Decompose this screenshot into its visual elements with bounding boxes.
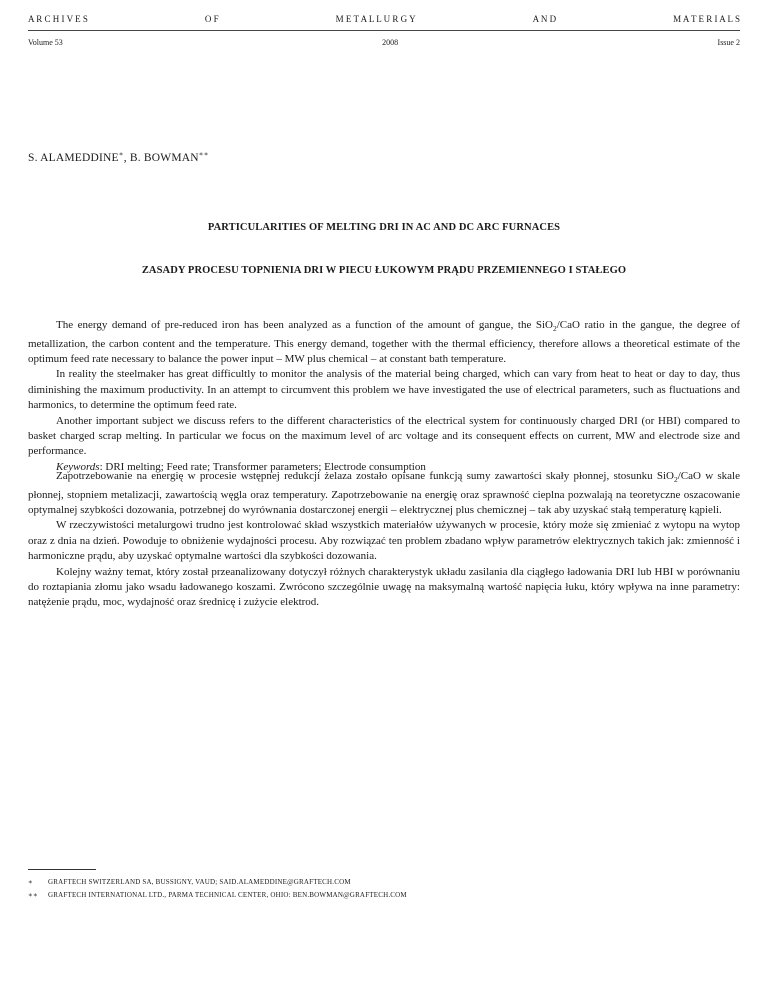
issue: Issue 2	[717, 38, 740, 47]
journal-word: A N D	[532, 14, 557, 24]
volume: Volume 53	[28, 38, 63, 47]
footnote-text: GRAFTECH SWITZERLAND SA, BUSSIGNY, VAUD; SAID.ALAMEDDINE@GRAFTECH.COM	[48, 878, 351, 886]
footnote-rule	[28, 869, 96, 870]
journal-word: M E T A L L U R G Y	[335, 14, 416, 24]
author-mark: ∗	[118, 150, 124, 158]
journal-word: M A T E R I A L S	[673, 14, 740, 24]
footnote	[28, 878, 351, 886]
abstract-paragraph: W rzeczywistości metalurgowi trudno jest kontrolować skład wszystkich materiałów używanych w procesie, który może się zmieniać z wytopu na wytop oraz z dnia na dzień. Powoduje to obniżenie wydajności procesu. Aby rozwiązać ten problem zbadano wpływ parametrów elektrycznych takich jak: zmienność i harmoniczne prądu, aby uzyskać optymalne wartości dla szybkości dozowania.	[28, 519, 740, 563]
abstract-pl	[28, 469, 740, 611]
keywords-label: Keywords	[56, 460, 100, 473]
journal-word: O F	[204, 14, 219, 24]
footnote-mark: ∗∗	[28, 891, 38, 899]
footnote-mark: ∗	[28, 878, 33, 886]
issue-line	[28, 38, 740, 47]
keywords-list: : DRI melting; Feed rate; Transformer parameters; Electrode consumption	[99, 460, 426, 473]
author-mark: ∗∗	[198, 150, 209, 158]
footnote-text: GRAFTECH INTERNATIONAL LTD., PARMA TECHNICAL CENTER, OHIO: BEN.BOWMAN@GRAFTECH.COM	[48, 891, 407, 899]
journal-name	[28, 14, 740, 24]
footnote	[28, 891, 407, 899]
header-rule	[28, 30, 740, 31]
year: 2008	[382, 38, 399, 47]
abstract-paragraph: Zapotrzebowanie na energię w procesie wstępnej redukcji żelaza zostało opisane funkcją sumy zawartości skały płonnej, stosunku SiO$_2$/CaO w skale płonnej, stopniem metalizacji, zawartością węgla oraz temperatury. Zapotrzebowanie na energię oraz sprawność cieplna pozwalają na teoretyczne oszacowanie optymalnej szybkości dozowania, potrzebnej do wyrównania dostarczonej energii – elektrycznej plus chemicznej – tak aby uzyskać stałą temperaturę kąpieli.	[28, 470, 740, 516]
author-name: B. BOWMAN	[129, 151, 199, 164]
author-separator: ,	[123, 151, 130, 164]
author-name: S. ALAMEDDINE	[28, 151, 119, 164]
abstract-en	[28, 318, 740, 475]
authors	[28, 150, 209, 164]
abstract-paragraph: Another important subject we discuss refers to the different characteristics of the electrical system for continuously charged DRI (or HBI) compared to basket charged scrap melting. In particular we focus on the maximum level of arc voltage and its consequent effects on current, MW and electrode size and performance.	[28, 414, 740, 458]
abstract-paragraph: The energy demand of pre-reduced iron has been analyzed as a function of the amount of gangue, the SiO$_2$/CaO ratio in the gangue, the degree of metallization, the carbon content and the temperature. This energy demand, together with the thermal efficiency, therefore allows a theoretical estimate of the optimum feed rate necessary to balance the power input – MW plus chemical – at constant bath temperature.	[28, 319, 740, 365]
journal-word: A R C H I V E S	[28, 14, 88, 24]
abstract-paragraph: In reality the steelmaker has great difficultly to monitor the analysis of the material being charged, which can vary from heat to heat or day to day, thus diminishing the maximum productivity. In an attempt to circumvent this problem we have investigated the use of electrical parameters, such as fluctuations and harmonics, to determine the optimum feed rate.	[28, 368, 740, 412]
abstract-paragraph: Kolejny ważny temat, który został przeanalizowany dotyczył różnych charakterystyk układu zasilania dla ciągłego ładowania DRI lub HBI w porównaniu do roztapiania złomu jako wsadu ładowanego koszami. Zwrócono szczególnie uwagę na maksymalną wartość napięcia łuku, który wpływa na inne parametry: natężenie prądu, moc, wydajność oraz średnicę i zużycie elektrod.	[28, 565, 740, 609]
paper-title-pl: ZASADY PROCESU TOPNIENIA DRI W PIECU ŁUKOWYM PRĄDU PRZEMIENNEGO I STAŁEGO	[141, 265, 627, 276]
paper-title-en: PARTICULARITIES OF MELTING DRI IN AC AND DC ARC FURNACES	[207, 222, 561, 233]
